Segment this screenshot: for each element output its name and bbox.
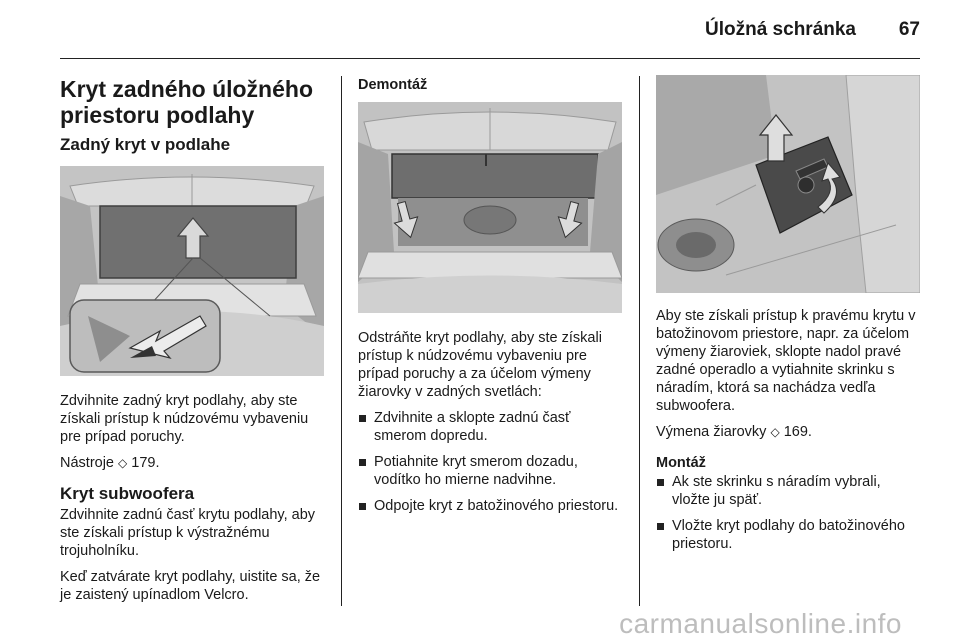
list-item: Odpojte kryt z batožinového priestoru.	[358, 497, 624, 515]
paragraph-lift-cover: Zdvihnite zadný kryt podlahy, aby ste získali prístup k núdzovému vybaveniu pre prípad poruchy.	[60, 393, 309, 445]
figure-rear-floor-cover	[60, 166, 324, 376]
paragraph-remove-cover: Odstráňte kryt podlahy, aby ste získali prístup k núdzovému vybaveniu pre prípad poruchy a za účelom výmeny žiarovky v zadných svetlách:	[358, 330, 602, 400]
removal-heading: Demontáž	[358, 77, 428, 93]
rear-floor-cover-illustration	[60, 166, 324, 376]
figure-cover-removal	[358, 102, 622, 313]
column-2	[358, 70, 624, 523]
cover-removal-illustration	[358, 102, 622, 313]
column-divider-1	[341, 76, 342, 606]
figure-toolbox	[656, 75, 920, 293]
toolbox-illustration	[656, 75, 920, 293]
section-heading: Kryt zadného úložného priestoru podlahy	[60, 76, 313, 128]
paragraph-velcro: Keď zatvárate kryt podlahy, uistite sa, že je zaistený upínadlom Velcro.	[60, 569, 321, 603]
list-item: Ak ste skrinku s náradím vybrali, vložte ju späť.	[656, 473, 922, 509]
page-reference-icon: ◇	[118, 456, 128, 470]
paragraph-right-cover: Aby ste získali prístup k pravému krytu v batožinovom priestore, napr. za účelom výmeny žiaroviek, sklopte nadol pravé zadné operadlo a vytiahnite skrinku s náradím, ktorá sa nachádza vedľa subwoofera.	[656, 308, 916, 414]
page-number: 67	[898, 19, 920, 40]
subwoofer-heading: Kryt subwoofera	[60, 484, 195, 503]
list-item: Vložte kryt podlahy do batožinového priestoru.	[656, 517, 922, 553]
list-item: Zdvihnite a sklopte zadnú časť smerom dopredu.	[358, 409, 624, 445]
list-item: Potiahnite kryt smerom dozadu, vodítko ho mierne nadvihne.	[358, 453, 624, 489]
page-reference-icon: ◇	[770, 425, 780, 439]
bulb-reference-link[interactable]: 169.	[783, 424, 812, 440]
removal-steps-list	[358, 409, 624, 515]
assembly-heading: Montáž	[656, 455, 706, 471]
paragraph-subwoofer: Zdvihnite zadnú časť krytu podlahy, aby ste získali prístup k výstražnému trojuholníku.	[60, 507, 316, 559]
page-header	[60, 0, 920, 59]
bulb-text: Výmena žiarovky	[656, 424, 767, 440]
watermark: carmanualsonline.info	[619, 608, 902, 639]
paragraph-tools	[60, 454, 326, 472]
subsection-heading: Zadný kryt v podlahe	[60, 135, 231, 154]
header-title: Úložná schránka	[705, 19, 856, 40]
tools-text: Nástroje	[60, 455, 114, 471]
assembly-steps-list	[656, 473, 922, 553]
column-1	[60, 70, 326, 612]
column-divider-2	[639, 76, 640, 606]
tools-reference-link[interactable]: 179.	[131, 455, 160, 471]
column-3	[656, 70, 922, 561]
paragraph-bulb	[656, 423, 922, 441]
